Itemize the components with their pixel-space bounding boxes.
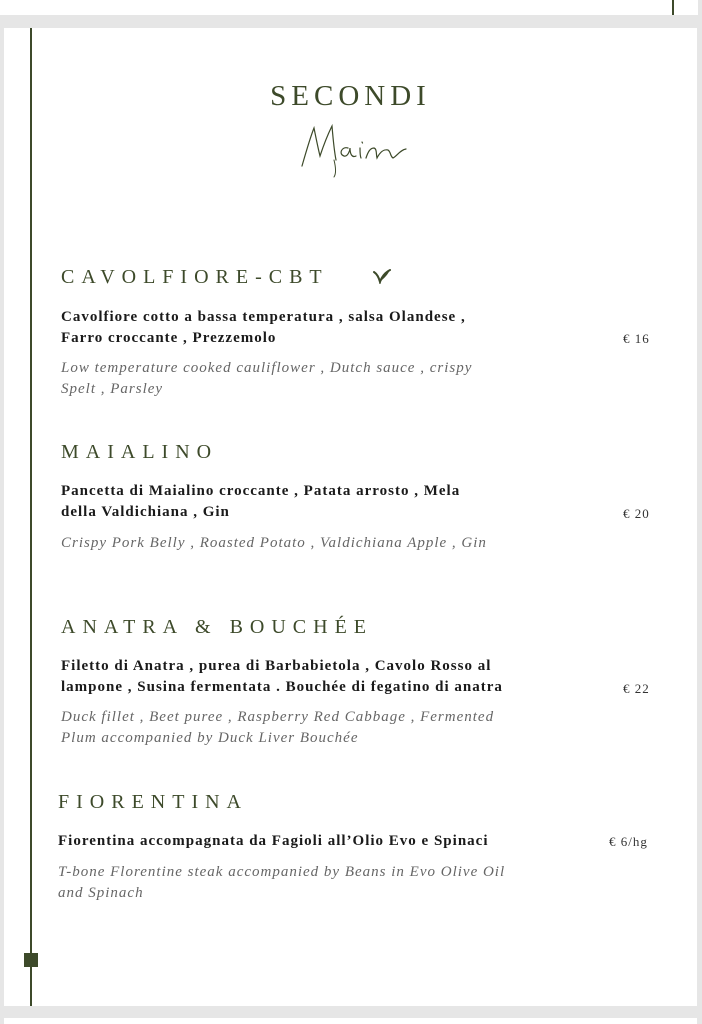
item-desc-it [61, 307, 591, 349]
previous-page-edge [0, 0, 698, 15]
desc-line: Spelt , Parsley [61, 381, 164, 397]
item-title-fiorentina: FIORENTINA [58, 791, 248, 813]
item-desc-en [61, 533, 601, 554]
next-page-edge [4, 1018, 697, 1024]
desc-line: Low temperature cooked cauliflower , Dutch sauce , crispy [61, 360, 473, 376]
page-title: SECONDI [270, 80, 431, 112]
desc-line: T-bone Florentine steak accompanied by Beans in Evo Olive Oil [58, 864, 506, 880]
item-desc-en [61, 358, 581, 400]
menu-page [4, 28, 697, 1006]
desc-line: Cavolfiore cotto a bassa temperatura , salsa Olandese , [61, 309, 466, 325]
previous-page-border-line [672, 0, 674, 15]
desc-line: della Valdichiana , Gin [61, 504, 230, 520]
item-title-maialino: MAIALINO [61, 441, 219, 463]
item-desc-en [61, 707, 601, 749]
item-desc-it [61, 656, 606, 698]
page-border-line [30, 28, 32, 1006]
item-desc-it [61, 481, 591, 523]
desc-line: Plum accompanied by Duck Liver Bouchée [61, 730, 359, 746]
item-price: € 22 [623, 681, 650, 696]
desc-line: Fiorentina accompagnata da Fagioli all’Olio Evo e Spinaci [58, 833, 489, 849]
desc-line: lampone , Susina fermentata . Bouchée di fegatino di anatra [61, 679, 503, 695]
desc-line: Duck fillet , Beet puree , Raspberry Red Cabbage , Fermented [61, 709, 495, 725]
item-price: € 20 [623, 506, 650, 521]
page-border-square [24, 953, 38, 967]
item-desc-it [58, 831, 603, 852]
desc-line: Crispy Pork Belly , Roasted Potato , Valdichiana Apple , Gin [61, 535, 487, 551]
item-price: € 16 [623, 331, 650, 346]
item-title-cavolfiore: CAVOLFIORE-CBT [61, 266, 329, 288]
page-subtitle-script [296, 116, 416, 178]
leaf-icon [372, 268, 392, 284]
item-price: € 6/hg [609, 834, 648, 849]
item-desc-en [58, 862, 603, 904]
desc-line: Farro croccante , Prezzemolo [61, 330, 277, 346]
desc-line: and Spinach [58, 885, 144, 901]
item-title-anatra: ANATRA & BOUCHÉE [61, 616, 374, 638]
desc-line: Filetto di Anatra , purea di Barbabietola , Cavolo Rosso al [61, 658, 492, 674]
desc-line: Pancetta di Maialino croccante , Patata arrosto , Mela [61, 483, 461, 499]
